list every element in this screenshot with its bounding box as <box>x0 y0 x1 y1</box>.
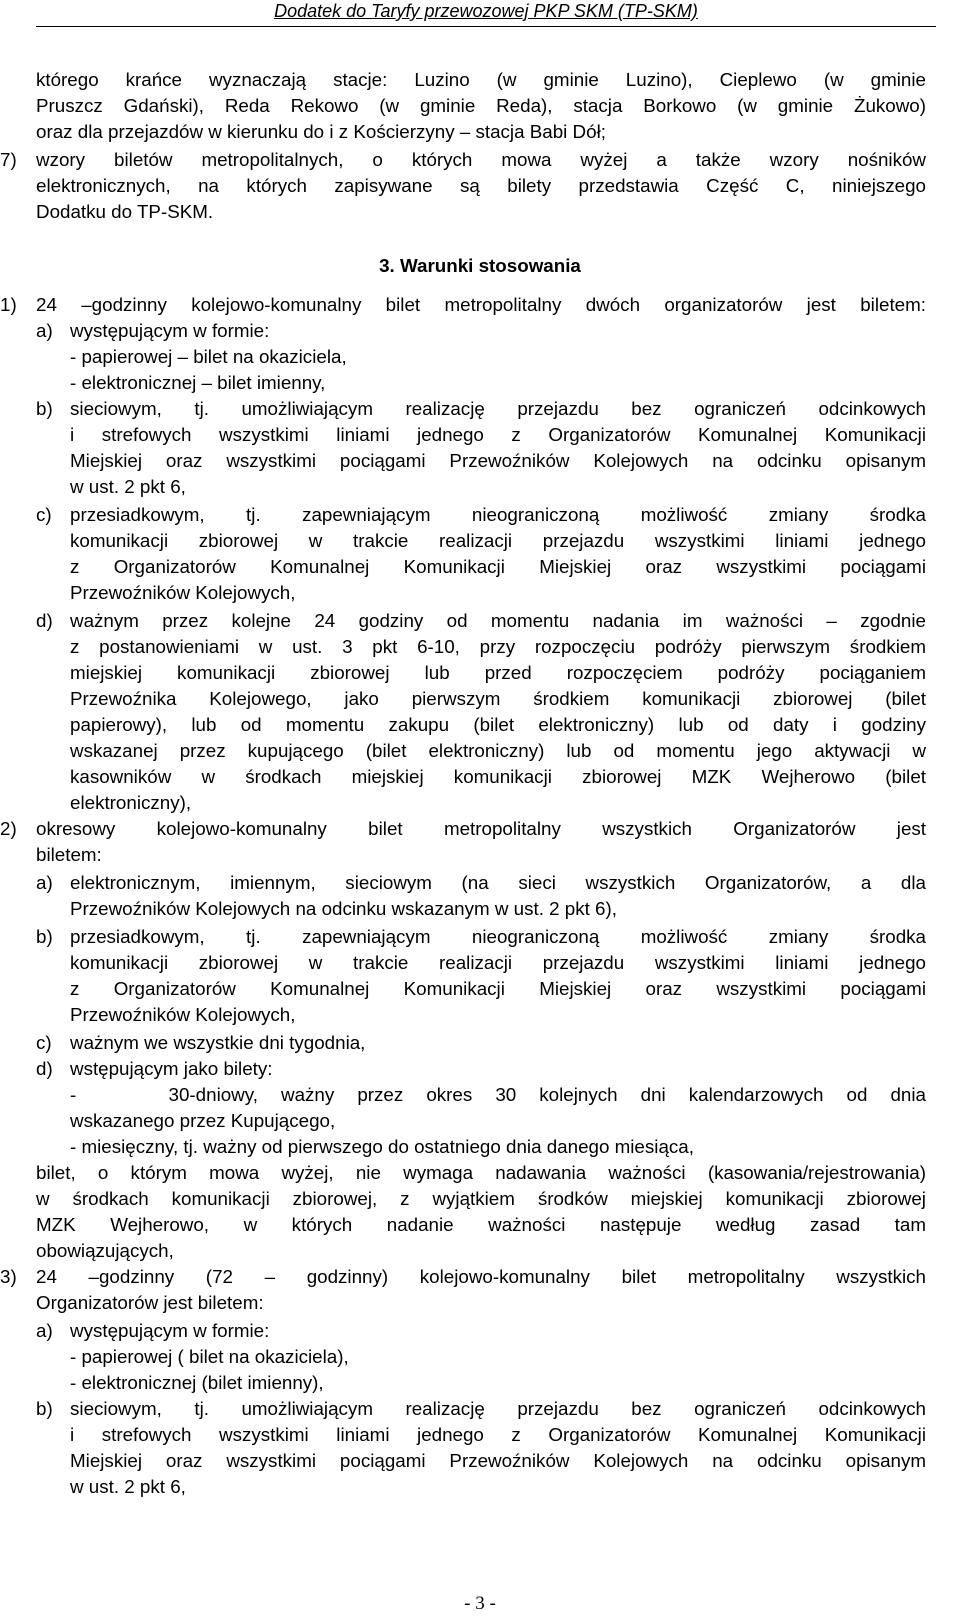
sub-text: sieciowym, tj. umożliwiającym realizację przejazdu bez ograniczeń odcinkowych <box>70 398 926 419</box>
sub-text: ważnym przez kolejne 24 godziny od momentu nadania im ważności – zgodnie <box>70 610 926 631</box>
sub-label: d) <box>36 1058 53 1079</box>
point-text: w środkach komunikacji zbiorowej, z wyjątkiem środków miejskiej komunikacji zbiorowej <box>36 1188 926 1209</box>
dash-line: wskazanego przez Kupującego, <box>70 1110 336 1131</box>
document-header: Dodatek do Taryfy przewozowej PKP SKM (TP-SKM) <box>36 0 936 27</box>
item7-line: elektronicznych, na których zapisywane są bilety przedstawia Część C, niniejszego <box>36 175 926 196</box>
point-text: MZK Wejherowo, w których nadanie ważności następuje według zasad tam <box>36 1214 926 1235</box>
sub-label: d) <box>36 610 53 631</box>
sub-text: w ust. 2 pkt 6, <box>70 1476 186 1497</box>
dash-line: - 30-dniowy, ważny przez okres 30 kolejnych dni kalendarzowych od dnia <box>70 1084 926 1105</box>
section-title: 3. Warunki stosowania <box>379 255 581 276</box>
point-text: Organizatorów jest biletem: <box>36 1292 264 1313</box>
item-number: 7) <box>0 149 17 170</box>
sub-label: b) <box>36 398 53 419</box>
sub-label: c) <box>36 1032 52 1053</box>
sub-text: i strefowych wszystkimi liniami jednego z Organizatorów Komunalnej Komunikacji <box>70 1424 926 1445</box>
sub-text: i strefowych wszystkimi liniami jednego z Organizatorów Komunalnej Komunikacji <box>70 424 926 445</box>
sub-text: sieciowym, tj. umożliwiającym realizację przejazdu bez ograniczeń odcinkowych <box>70 1398 926 1419</box>
sub-text: przesiadkowym, tj. zapewniającym nieograniczoną możliwość zmiany środka <box>70 504 926 525</box>
sub-text: Przewoźnika Kolejowego, jako pierwszym środkiem komunikacji zbiorowej (bilet <box>70 688 926 709</box>
point-text: 24 –godzinny kolejowo-komunalny bilet metropolitalny dwóch organizatorów jest biletem: <box>36 294 926 315</box>
dash-line: - miesięczny, tj. ważny od pierwszego do ostatniego dnia danego miesiąca, <box>70 1136 694 1157</box>
sub-label: a) <box>36 1320 53 1341</box>
sub-label: b) <box>36 926 53 947</box>
point-number: 2) <box>0 818 17 839</box>
sub-text: Przewoźników Kolejowych na odcinku wskazanym w ust. 2 pkt 6), <box>70 898 617 919</box>
sub-text: z Organizatorów Komunalnej Komunikacji Miejskiej oraz wszystkimi pociągami <box>70 978 926 999</box>
sub-text: papierowy), lub od momentu zakupu (bilet elektroniczny) lub od daty i godziny <box>70 714 926 735</box>
sub-text: występującym w formie: <box>70 1320 270 1341</box>
sub-text: elektronicznym, imiennym, sieciowym (na sieci wszystkich Organizatorów, a dla <box>70 872 926 893</box>
point-text: biletem: <box>36 844 102 865</box>
item7-line: Dodatku do TP-SKM. <box>36 201 214 222</box>
point-text: 24 –godzinny (72 – godzinny) kolejowo-komunalny bilet metropolitalny wszystkich <box>36 1266 926 1287</box>
page-number: - 3 - <box>464 1593 496 1614</box>
sub-text: ważnym we wszystkie dni tygodnia, <box>70 1032 366 1053</box>
sub-text: komunikacji zbiorowej w trakcie realizacji przejazdu wszystkimi liniami jednego <box>70 952 926 973</box>
sub-text: kasowników w środkach miejskiej komunikacji zbiorowej MZK Wejherowo (bilet <box>70 766 926 787</box>
sub-text: z postanowieniami w ust. 3 pkt 6-10, przy rozpoczęciu podróży pierwszym środkiem <box>70 636 926 657</box>
sub-text: występującym w formie: <box>70 320 270 341</box>
point-text: okresowy kolejowo-komunalny bilet metropolitalny wszystkich Organizatorów jest <box>36 818 926 839</box>
sub-text: wstępującym jako bilety: <box>70 1058 273 1079</box>
dash-line: - papierowej ( bilet na okaziciela), <box>70 1346 349 1367</box>
sub-label: b) <box>36 1398 53 1419</box>
intro-line: Pruszcz Gdański), Reda Rekowo (w gminie Reda), stacja Borkowo (w gminie Żukowo) <box>36 95 926 116</box>
sub-text: Miejskiej oraz wszystkimi pociągami Przewoźników Kolejowych na odcinku opisanym <box>70 1450 926 1471</box>
intro-line: którego krańce wyznaczają stacje: Luzino (w gminie Luzino), Cieplewo (w gminie <box>36 69 926 90</box>
sub-text: z Organizatorów Komunalnej Komunikacji Miejskiej oraz wszystkimi pociągami <box>70 556 926 577</box>
sub-text: przesiadkowym, tj. zapewniającym nieograniczoną możliwość zmiany środka <box>70 926 926 947</box>
intro-line: oraz dla przejazdów w kierunku do i z Kościerzyny – stacja Babi Dół; <box>36 121 606 142</box>
dash-line: - elektronicznej – bilet imienny, <box>70 372 326 393</box>
sub-label: a) <box>36 320 53 341</box>
point-text: bilet, o którym mowa wyżej, nie wymaga nadawania ważności (kasowania/rejestrowania) <box>36 1162 926 1183</box>
sub-label: c) <box>36 504 52 525</box>
point-number: 1) <box>0 294 17 315</box>
item7-line: wzory biletów metropolitalnych, o których mowa wyżej a także wzory nośników <box>36 149 926 170</box>
sub-text: komunikacji zbiorowej w trakcie realizacji przejazdu wszystkimi liniami jednego <box>70 530 926 551</box>
sub-text: Miejskiej oraz wszystkimi pociągami Przewoźników Kolejowych na odcinku opisanym <box>70 450 926 471</box>
sub-text: Przewoźników Kolejowych, <box>70 582 296 603</box>
sub-text: wskazanej przez kupującego (bilet elektroniczny) lub od momentu jego aktywacji w <box>70 740 926 761</box>
dash-line: - papierowej – bilet na okaziciela, <box>70 346 347 367</box>
point-number: 3) <box>0 1266 17 1287</box>
sub-text: w ust. 2 pkt 6, <box>70 476 186 497</box>
point-text: obowiązujących, <box>36 1240 174 1261</box>
sub-text: miejskiej komunikacji zbiorowej lub przed rozpoczęciem podróży pociąganiem <box>70 662 926 683</box>
dash-line: - elektronicznej (bilet imienny), <box>70 1372 324 1393</box>
sub-text: elektroniczny), <box>70 792 192 813</box>
sub-label: a) <box>36 872 53 893</box>
sub-text: Przewoźników Kolejowych, <box>70 1004 296 1025</box>
